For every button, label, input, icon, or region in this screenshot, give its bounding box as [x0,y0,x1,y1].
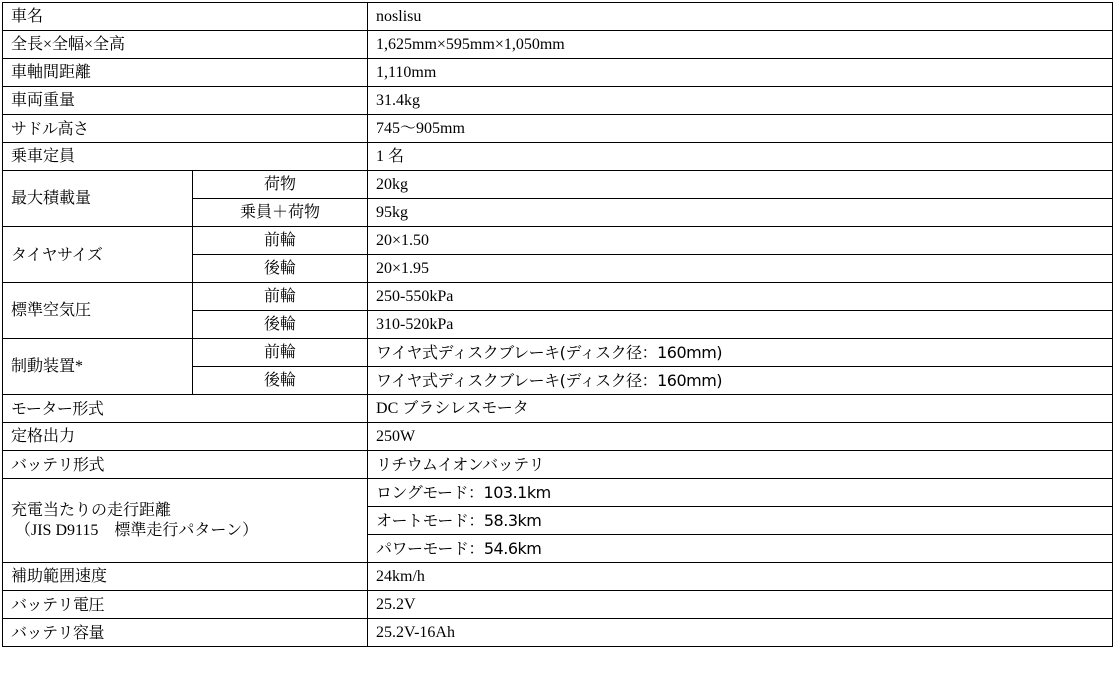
table-row [3,563,1113,591]
table-row [3,339,1113,367]
table-row [3,283,1113,311]
table-row [3,3,1113,31]
spec-sublabel-cell: 前輪 [193,227,368,255]
spec-label-cell: 乗車定員 [3,143,368,171]
table-row [3,479,1113,507]
spec-sublabel-cell: 後輪 [193,367,368,395]
spec-label-line2: （JIS D9115 標準走行パターン） [15,521,259,539]
spec-value-cell: 95kg [368,199,1113,227]
vehicle-spec-table [2,2,1113,647]
spec-value-cell: 250W [368,423,1113,451]
table-row [3,591,1113,619]
table-row [3,423,1113,451]
spec-label-cell: 最大積載量 [3,171,193,227]
spec-label-cell: サドル高さ [3,115,368,143]
spec-label-cell: 車軸間距離 [3,59,368,87]
table-row [3,59,1113,87]
table-row [3,143,1113,171]
spec-label-cell: タイヤサイズ [3,227,193,283]
spec-value-cell: 745〜905mm [368,115,1113,143]
spec-value-cell: パワーモード：54.6km [368,535,1113,563]
spec-label-cell: バッテリ電圧 [3,591,368,619]
table-row [3,31,1113,59]
spec-value-cell: 25.2V-16Ah [368,619,1113,647]
spec-value-cell: 25.2V [368,591,1113,619]
spec-label-line1: 充電当たりの走行距離 [11,501,172,519]
spec-sublabel-cell: 乗員＋荷物 [193,199,368,227]
spec-label-cell: バッテリ容量 [3,619,368,647]
spec-value-cell: ワイヤ式ディスクブレーキ(ディスク径：160mm) [368,367,1113,395]
spec-sublabel-cell: 前輪 [193,339,368,367]
spec-table-body [3,3,1113,647]
spec-label-cell: バッテリ形式 [3,451,368,479]
spec-sublabel-cell: 後輪 [193,311,368,339]
spec-value-cell: 20kg [368,171,1113,199]
spec-sublabel-cell: 前輪 [193,283,368,311]
spec-value-cell: 20×1.95 [368,255,1113,283]
spec-value-cell: 1,625mm×595mm×1,050mm [368,31,1113,59]
spec-value-cell: 20×1.50 [368,227,1113,255]
spec-label-cell: 標準空気圧 [3,283,193,339]
spec-sublabel-cell: 荷物 [193,171,368,199]
spec-label-cell: 全長×全幅×全高 [3,31,368,59]
spec-value-cell: ワイヤ式ディスクブレーキ(ディスク径：160mm) [368,339,1113,367]
spec-value-cell: ロングモード：103.1km [368,479,1113,507]
spec-value-cell: リチウムイオンバッテリ [368,451,1113,479]
table-row [3,451,1113,479]
spec-label-cell: モーター形式 [3,395,368,423]
spec-label-cell: 定格出力 [3,423,368,451]
spec-label-cell: 車両重量 [3,87,368,115]
spec-value-cell: 250-550kPa [368,283,1113,311]
spec-sublabel-cell: 後輪 [193,255,368,283]
spec-value-cell: 1,110mm [368,59,1113,87]
spec-value-cell: noslisu [368,3,1113,31]
spec-value-cell: オートモード：58.3km [368,507,1113,535]
spec-value-cell: 1 名 [368,143,1113,171]
spec-label-cell [3,479,368,563]
spec-value-cell: 31.4kg [368,87,1113,115]
spec-value-cell: DC ブラシレスモータ [368,395,1113,423]
table-row [3,395,1113,423]
spec-label-cell: 車名 [3,3,368,31]
table-row [3,619,1113,647]
spec-label-cell: 補助範囲速度 [3,563,368,591]
table-row [3,171,1113,199]
table-row [3,87,1113,115]
spec-label-cell: 制動装置* [3,339,193,395]
spec-value-cell: 24km/h [368,563,1113,591]
spec-value-cell: 310-520kPa [368,311,1113,339]
table-row [3,227,1113,255]
table-row [3,115,1113,143]
